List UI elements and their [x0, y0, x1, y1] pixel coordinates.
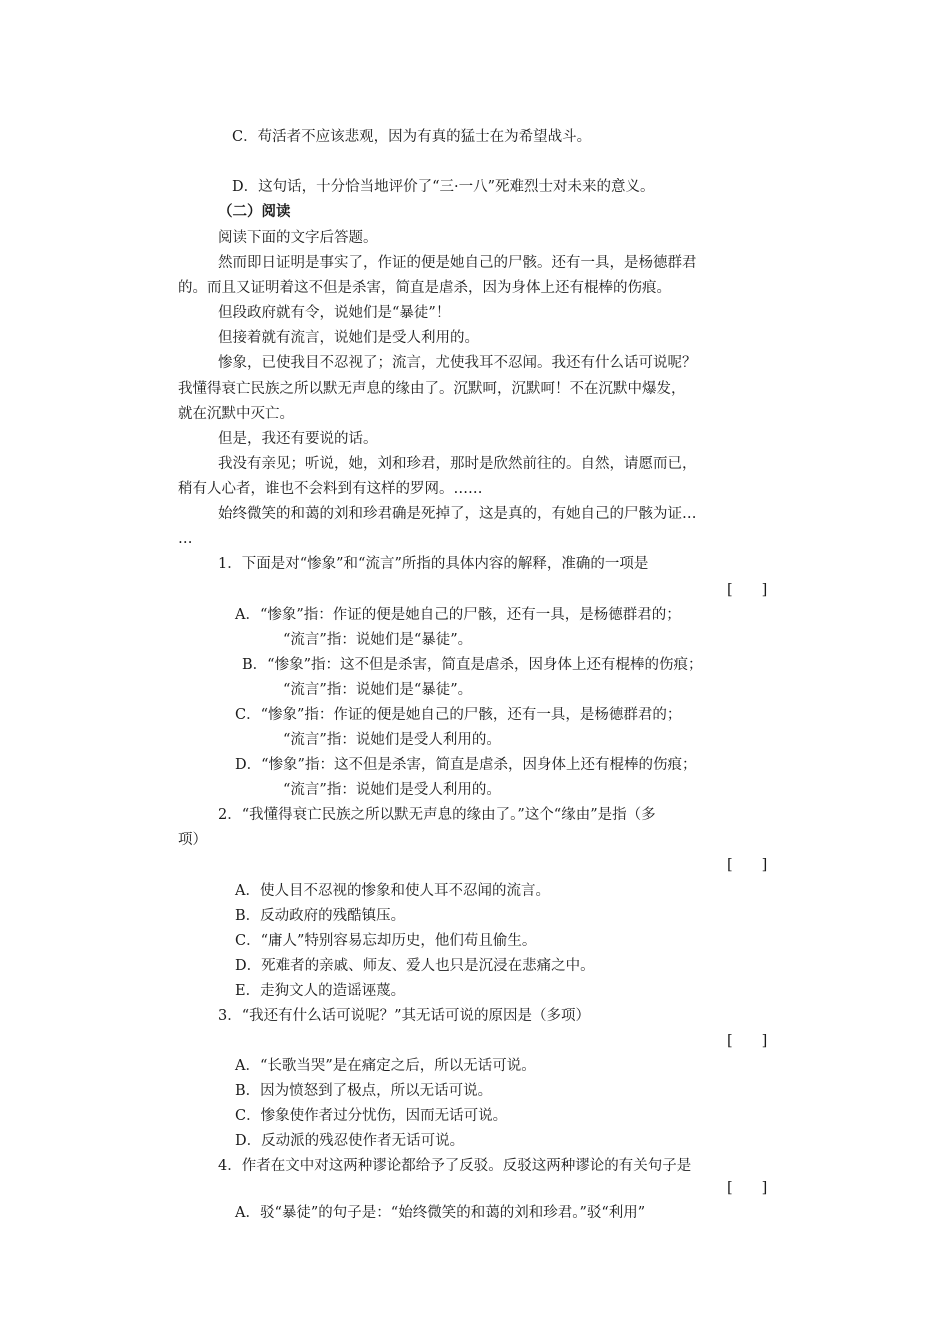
- passage-line: 但接着就有流言，说她们是受人利用的。: [218, 330, 479, 346]
- question-1: 1．下面是对“惨象”和“流言”所指的具体内容的解释，准确的一项是: [218, 556, 649, 572]
- passage-line: 但是，我还有要说的话。: [218, 431, 378, 447]
- q2-option-e: E．走狗文人的造谣诬蔑。: [235, 983, 406, 999]
- q2-option-a: A．使人目不忍视的惨象和使人耳不忍闻的流言。: [235, 883, 550, 899]
- q1-option-c-cont: “流言”指：说她们是受人利用的。: [283, 732, 501, 748]
- option-d-previous: D．这句话，十分恰当地评价了“三·一八”死难烈士对未来的意义。: [232, 179, 655, 195]
- q1-option-d: D．“惨象”指：这不但是杀害，简直是虐杀，因身体上还有棍棒的伤痕；: [235, 757, 697, 773]
- q4-option-a: A．驳“暴徒”的句子是：“始终微笑的和蔼的刘和珍君。”驳“利用”: [235, 1205, 646, 1221]
- q3-option-a: A．“长歌当哭”是在痛定之后，所以无话可说。: [235, 1058, 536, 1074]
- q2-option-b: B．反动政府的残酷镇压。: [235, 908, 406, 924]
- q3-option-c: C．惨象使作者过分忧伤，因而无话可说。: [235, 1108, 508, 1124]
- q3-option-d: D．反动派的残忍使作者无话可说。: [235, 1133, 465, 1149]
- question-2-cont: 项）: [178, 832, 207, 848]
- question-4: 4．作者在文中对这两种谬论都给予了反驳。反驳这两种谬论的有关句子是: [218, 1158, 692, 1174]
- q1-option-a: A．“惨象”指：作证的便是她自己的尸骸，还有一具，是杨德群君的；: [235, 607, 681, 623]
- q2-option-d: D．死难者的亲戚、师友、爱人也只是沉浸在悲痛之中。: [235, 958, 595, 974]
- passage-line: 我懂得衰亡民族之所以默无声息的缘由了。沉默呵，沉默呵！不在沉默中爆发，: [178, 381, 686, 397]
- passage-line: 稍有人心者，谁也不会料到有这样的罗网。……: [178, 481, 483, 497]
- passage-line: 的。而且又证明着这不但是杀害，简直是虐杀，因为身体上还有棍棒的伤痕。: [178, 280, 671, 296]
- passage-line: 然而即日证明是事实了，作证的便是她自己的尸骸。还有一具，是杨德群君: [218, 255, 697, 271]
- answer-bracket: [ ]: [727, 857, 768, 873]
- q1-option-b-cont: “流言”指：说她们是“暴徒”。: [283, 682, 473, 698]
- passage-line: 就在沉默中灭亡。: [178, 406, 294, 422]
- q3-option-b: B．因为愤怒到了极点，所以无话可说。: [235, 1083, 493, 1099]
- passage-line: 但段政府就有令，说她们是“暴徒”！: [218, 305, 451, 321]
- section-heading: （二）阅读: [218, 203, 291, 220]
- q2-option-c: C．“庸人”特别容易忘却历史，他们苟且偷生。: [235, 933, 537, 949]
- passage-line: 我没有亲见；听说，她，刘和珍君，那时是欣然前往的。自然，请愿而已，: [218, 456, 697, 472]
- q1-option-a-cont: “流言”指：说她们是“暴徒”。: [283, 632, 473, 648]
- answer-bracket: [ ]: [727, 1033, 768, 1049]
- passage-line: 惨象，已使我目不忍视了；流言，尤使我耳不忍闻。我还有什么话可说呢？: [218, 355, 697, 371]
- q1-option-b: B．“惨象”指：这不但是杀害，简直是虐杀，因身体上还有棍棒的伤痕；: [242, 657, 703, 673]
- instruction: 阅读下面的文字后答题。: [218, 230, 378, 246]
- q1-option-d-cont: “流言”指：说她们是受人利用的。: [283, 782, 501, 798]
- answer-bracket: [ ]: [727, 1180, 768, 1196]
- question-2: 2．“我懂得衰亡民族之所以默无声息的缘由了。”这个“缘由”是指（多: [218, 807, 656, 823]
- q1-option-c: C．“惨象”指：作证的便是她自己的尸骸，还有一具，是杨德群君的；: [235, 707, 682, 723]
- answer-bracket: [ ]: [727, 582, 768, 598]
- question-3: 3．“我还有什么话可说呢？”其无话可说的原因是（多项）: [218, 1008, 591, 1024]
- passage-line: …: [178, 531, 193, 547]
- option-c-previous: C．苟活者不应该悲观，因为有真的猛士在为希望战斗。: [232, 129, 592, 145]
- passage-line: 始终微笑的和蔼的刘和珍君确是死掉了，这是真的，有她自己的尸骸为证…: [218, 506, 697, 522]
